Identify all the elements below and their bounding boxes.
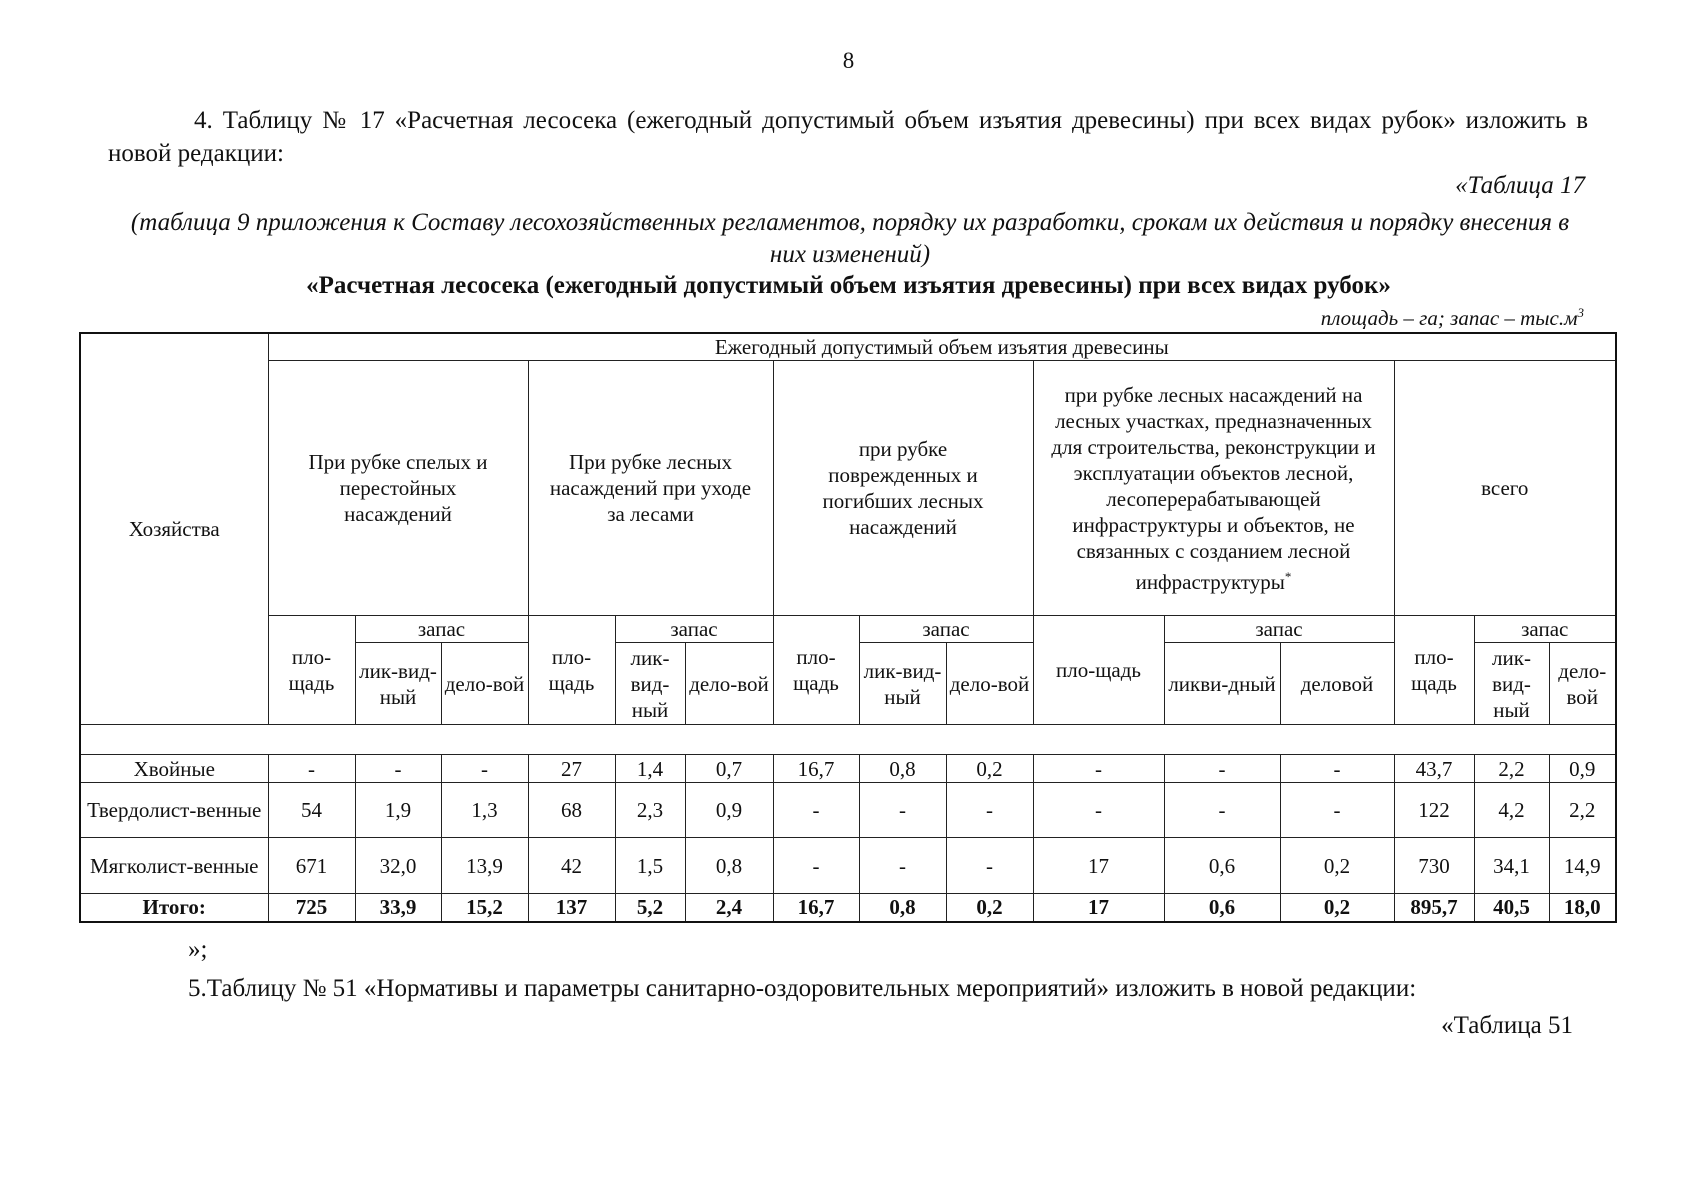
header-liquid: лик-вид-ный [615, 643, 685, 725]
header-infrastructure-felling [1033, 361, 1394, 616]
header-area: пло-щадь [268, 616, 355, 725]
value-cell: 2,2 [1549, 783, 1616, 838]
value-cell: 895,7 [1394, 894, 1474, 922]
header-liquid: лик-вид-ный [355, 643, 441, 725]
value-cell: 33,9 [355, 894, 441, 922]
header-stock: запас [615, 616, 773, 643]
value-cell: 0,2 [946, 894, 1033, 922]
empty-row [80, 725, 1616, 755]
value-cell: 1,9 [355, 783, 441, 838]
table-row [80, 755, 1616, 783]
value-cell: 16,7 [773, 755, 859, 783]
value-cell: 1,4 [615, 755, 685, 783]
value-cell: - [1280, 755, 1394, 783]
value-cell: 68 [528, 783, 615, 838]
value-cell: 27 [528, 755, 615, 783]
value-cell: 0,2 [1280, 838, 1394, 894]
header-area: пло-щадь [773, 616, 859, 725]
value-cell: 43,7 [1394, 755, 1474, 783]
value-cell: - [1033, 783, 1164, 838]
value-cell: 0,9 [685, 783, 773, 838]
value-cell: 671 [268, 838, 355, 894]
value-cell: 0,8 [859, 755, 946, 783]
value-cell: - [441, 755, 528, 783]
value-cell: 0,6 [1164, 894, 1280, 922]
value-cell: 16,7 [773, 894, 859, 922]
header-stock: запас [355, 616, 528, 643]
empty-cell [80, 725, 1616, 755]
value-cell: 0,2 [1280, 894, 1394, 922]
row-name-cell: Твердолист-венные [80, 783, 268, 838]
header-stock: запас [1474, 616, 1616, 643]
item-4-paragraph: 4. Таблицу № 17 «Расчетная лесосека (ежегодный допустимый объем изъятия древесины) при всех видах рубок» изложить в новой редакции: [108, 107, 1588, 167]
value-cell: 42 [528, 838, 615, 894]
value-cell: 4,2 [1474, 783, 1549, 838]
value-cell: - [268, 755, 355, 783]
value-cell: 14,9 [1549, 838, 1616, 894]
value-cell: 32,0 [355, 838, 441, 894]
row-name-cell: Мягколист-венные [80, 838, 268, 894]
units-note [1321, 305, 1584, 331]
table-row [80, 783, 1616, 838]
value-cell: 725 [268, 894, 355, 922]
header-annual-volume: Ежегодный допустимый объем изъятия древесины [268, 333, 1616, 361]
value-cell: 2,4 [685, 894, 773, 922]
value-cell: 13,9 [441, 838, 528, 894]
footnote-mark: * [1284, 568, 1292, 584]
header-mature-felling: При рубке спелых и перестойных насаждений [268, 361, 528, 616]
value-cell: - [946, 783, 1033, 838]
value-cell: 1,3 [441, 783, 528, 838]
table-17-caption: «Таблица 17 [1455, 172, 1585, 199]
header-liquid: лик-вид-ный [859, 643, 946, 725]
value-cell: - [1033, 755, 1164, 783]
header-business: дело-вой [946, 643, 1033, 725]
value-cell: 0,9 [1549, 755, 1616, 783]
table-51-caption: «Таблица 51 [1441, 1012, 1573, 1039]
value-cell: 0,6 [1164, 838, 1280, 894]
header-business: деловой [1280, 643, 1394, 725]
header-total: всего [1394, 361, 1616, 616]
table-title: «Расчетная лесосека (ежегодный допустимый объем изъятия древесины) при всех видах рубок» [306, 272, 1391, 299]
allowable-cut-table [79, 332, 1617, 923]
units-superscript: 3 [1577, 305, 1584, 320]
value-cell: 54 [268, 783, 355, 838]
value-cell: 2,2 [1474, 755, 1549, 783]
value-cell: 137 [528, 894, 615, 922]
value-cell: - [1164, 783, 1280, 838]
header-area: пло-щадь [1033, 616, 1164, 725]
value-cell: 730 [1394, 838, 1474, 894]
closing-quote: »; [188, 936, 208, 963]
value-cell: 15,2 [441, 894, 528, 922]
header-business: дело-вой [441, 643, 528, 725]
header-liquid: лик-вид-ный [1474, 643, 1549, 725]
header-area: пло-щадь [1394, 616, 1474, 725]
value-cell: 0,8 [685, 838, 773, 894]
header-business: дело-вой [685, 643, 773, 725]
header-damaged-felling: при рубке поврежденных и погибших лесных насаждений [773, 361, 1033, 616]
header-business: дело-вой [1549, 643, 1616, 725]
value-cell: 0,8 [859, 894, 946, 922]
header-farms: Хозяйства [80, 333, 268, 725]
value-cell: 34,1 [1474, 838, 1549, 894]
value-cell: 0,2 [946, 755, 1033, 783]
value-cell: - [1280, 783, 1394, 838]
units-text: площадь – га; запас – тыс.м [1320, 306, 1578, 330]
value-cell: 17 [1033, 894, 1164, 922]
value-cell: 2,3 [615, 783, 685, 838]
header-care-felling: При рубке лесных насаждений при уходе за лесами [528, 361, 773, 616]
value-cell: - [773, 838, 859, 894]
header-stock: запас [859, 616, 1033, 643]
value-cell: - [1164, 755, 1280, 783]
item-5-paragraph: 5.Таблицу № 51 «Нормативы и параметры санитарно-оздоровительных мероприятий» изложить в новой редакции: [188, 975, 1417, 1002]
table-source-note: (таблица 9 приложения к Составу лесохозяйственных регламентов, порядку их разработки, срокам их действия и порядку внесения в них изменений) [130, 209, 1570, 268]
value-cell: 0,7 [685, 755, 773, 783]
header-area: пло-щадь [528, 616, 615, 725]
value-cell: 18,0 [1549, 894, 1616, 922]
infrastructure-felling-text: при рубке лесных насаждений на лесных участках, предназначенных для строительства, реконструкции и эксплуатации объектов лесной, лесоперерабатывающей инфраструктуры и объектов, не связанных с созданием лесной инфраструктуры [1051, 382, 1376, 594]
value-cell: - [773, 783, 859, 838]
table-row [80, 838, 1616, 894]
value-cell: 40,5 [1474, 894, 1549, 922]
page-number: 8 [842, 48, 855, 73]
header-stock: запас [1164, 616, 1394, 643]
value-cell: 122 [1394, 783, 1474, 838]
row-name-cell: Хвойные [80, 755, 268, 783]
value-cell: - [859, 838, 946, 894]
row-name-cell: Итого: [80, 894, 268, 922]
value-cell: - [859, 783, 946, 838]
value-cell: 5,2 [615, 894, 685, 922]
value-cell: 1,5 [615, 838, 685, 894]
value-cell: 17 [1033, 838, 1164, 894]
total-row [80, 894, 1616, 922]
header-liquid: ликви-дный [1164, 643, 1280, 725]
value-cell: - [355, 755, 441, 783]
value-cell: - [946, 838, 1033, 894]
